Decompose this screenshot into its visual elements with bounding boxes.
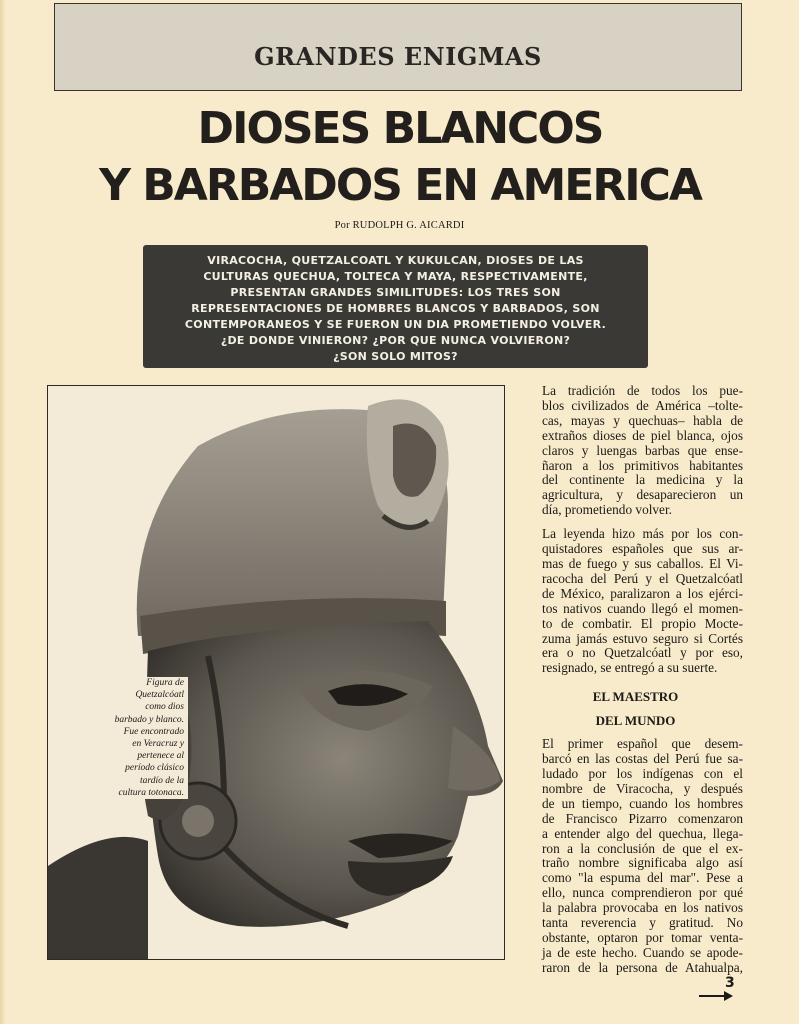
caption-line: barbado y blanco.: [114, 714, 184, 725]
subheading-line-2: DEL MUNDO: [595, 713, 676, 729]
text-line: La leyenda hizo más por los con-: [542, 526, 743, 542]
text-line: de un tiempo, cuando los hombres: [542, 795, 743, 811]
subheading-line-1: EL MAESTRO: [592, 689, 679, 705]
headline-line-2: Y BARBADOS EN AMERICA: [99, 160, 701, 211]
text-line: racocha del Perú y el Quetzalcóatl: [542, 570, 743, 586]
text-line: extraños dioses de piel blanca, ojos: [542, 427, 743, 443]
caption-line: período clásico: [125, 763, 184, 774]
text-line: mas de fuego y sus caballos. El Vi-: [542, 555, 743, 571]
text-line: a entender algo del quechua, llega-: [542, 825, 743, 841]
text-line: claros y luengas barbas que ense-: [542, 442, 743, 458]
text-line: la palabra provocaba en los nativos: [542, 900, 743, 916]
text-line: era o no Quetzalcóatl y por eso,: [542, 645, 743, 661]
paragraph-3: [528, 737, 743, 976]
text-line: to de combatir. El propio Mocte-: [542, 615, 743, 631]
dek-line: VIRACOCHA, QUETZALCOATL Y KUKULCAN, DIOSES DE LAS: [207, 254, 584, 267]
text-line: La tradición de todos los pue-: [542, 383, 743, 398]
caption-line: como dios: [145, 702, 184, 713]
text-line: zuma jamás estuvo seguro si Cortés: [542, 630, 743, 646]
section-banner: [54, 3, 742, 91]
page-number: 3: [725, 975, 735, 991]
text-line: quistadores españoles que sus ar-: [542, 541, 743, 557]
text-line: blos civilizados de América –tolte-: [542, 397, 743, 413]
text-line: tanta reverencia y gratitud. No: [542, 915, 743, 931]
section-title: GRANDES ENIGMAS: [254, 42, 542, 71]
text-line: tos nativos cuando llegó el momen-: [542, 600, 743, 616]
paragraph-1: [528, 384, 743, 518]
text-line: El primer español que desem-: [542, 736, 743, 752]
text-line: día, prometiendo volver.: [542, 502, 672, 518]
headline-line-1: DIOSES BLANCOS: [197, 103, 603, 154]
quetzalcoatl-head-illustration: [48, 386, 505, 960]
dek-line: CONTEMPORANEOS Y SE FUERON UN DIA PROMETIENDO VOLVER.: [184, 318, 607, 331]
text-line: ja de este hecho. Cuando se apode-: [542, 944, 743, 960]
text-line: como "la espuma del mar". Pese a: [542, 870, 743, 886]
text-line: nombre de Viracocha, y después: [542, 780, 743, 796]
text-line: ron a la conclusión de que el ex-: [542, 840, 743, 856]
dek-line: REPRESENTACIONES DE HOMBRES BLANCOS Y BARBADOS, SON: [191, 302, 600, 315]
caption-line: cultura totonaca.: [118, 787, 184, 798]
text-line: de México, paralizaron a los ejérci-: [542, 585, 743, 601]
byline: Por RUDOLPH G. AICARDI: [334, 220, 465, 231]
sculpture-photo: [47, 385, 505, 960]
text-line: del continente la medicina y la: [542, 472, 743, 488]
subheading: [528, 685, 743, 733]
text-line: ello, nunca comprendieron por qué: [542, 885, 743, 901]
text-line: ludado por los indígenas con el: [542, 766, 743, 782]
text-line: raron de la persona de Atahualpa,: [542, 959, 743, 975]
text-line: obstante, optaron por tomar venta-: [542, 930, 743, 945]
caption-line: tardío de la: [140, 775, 184, 786]
text-line: resignado, se entregó a su suerte.: [542, 660, 718, 676]
text-line: agricultura, y desaparecieron un: [542, 487, 743, 503]
paragraph-2: [528, 527, 743, 676]
dek-line: ¿SON SOLO MITOS?: [333, 350, 458, 363]
dek-line: CULTURAS QUECHUA, TOLTECA Y MAYA, RESPECTIVAMENTE,: [203, 270, 588, 283]
caption-line: Fue encontrado: [123, 726, 184, 737]
caption-line: Quetzalcóatl: [135, 690, 184, 701]
article-body: [528, 384, 743, 985]
text-line: ñaron a los primitivos habitantes: [542, 457, 743, 473]
dek-line: PRESENTAN GRANDES SIMILITUDES: LOS TRES SON: [230, 286, 561, 299]
page-edge: [0, 0, 6, 1024]
text-line: barcó en las costas del Perú fue sa-: [542, 751, 743, 767]
photo-caption: [54, 677, 188, 799]
text-line: cas, mayas y quechuas– habla de: [542, 412, 743, 428]
arrow-right-icon[interactable]: [698, 990, 734, 1002]
caption-line: en Veracruz y: [132, 739, 184, 750]
text-line: traño nombre significaba algo así: [542, 855, 743, 871]
text-line: de Francisco Pizarro comenzaron: [542, 810, 743, 826]
caption-line: Figura de: [146, 678, 184, 688]
dek-line: ¿DE DONDE VINIERON? ¿POR QUE NUNCA VOLVIERON?: [220, 334, 571, 347]
dek-box: [143, 245, 648, 368]
caption-line: pertenece al: [137, 751, 184, 762]
